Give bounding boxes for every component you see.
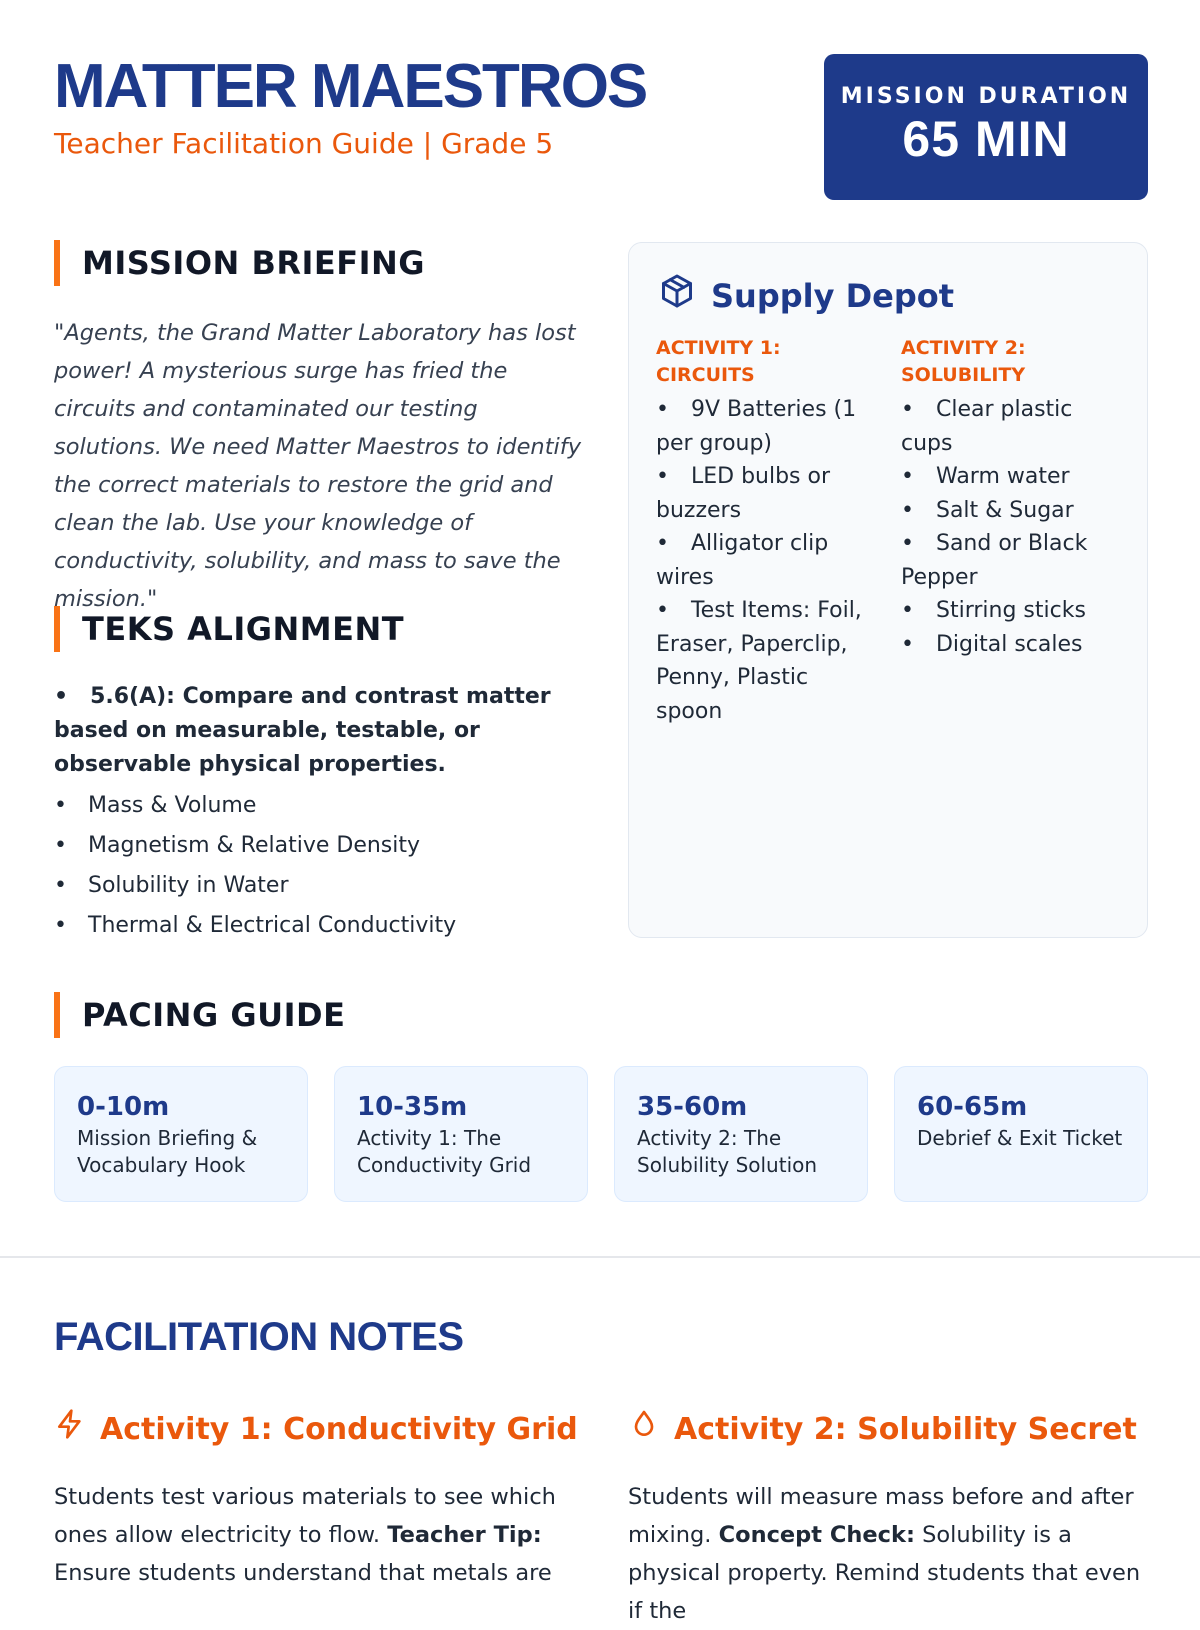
teks-standard: • 5.6(A): Compare and contrast matter based on measurable, testable, or observable physical properties. (54, 684, 551, 777)
supply-item: • Sand or Black Pepper (901, 531, 1088, 590)
teks-heading: TEKS ALIGNMENT (54, 606, 404, 652)
supply-item: • Salt & Sugar (901, 497, 1074, 523)
pacing-desc: Debrief & Exit Ticket (917, 1126, 1123, 1150)
activity1-text: Students test various materials to see which ones allow electricity to flow. Teacher Tip: Ensure students understand that metals are (54, 1484, 556, 1586)
lightning-icon (54, 1408, 100, 1451)
supply-activity2 (901, 335, 1121, 661)
teks-list (54, 680, 594, 946)
pacing-time: 10-35m (357, 1092, 468, 1122)
box-icon (659, 273, 711, 318)
supply-activity2-heading: ACTIVITY 2: SOLUBILITY (901, 337, 1026, 386)
mission-briefing-heading: MISSION BRIEFING (54, 240, 425, 286)
mission-briefing-text: "Agents, the Grand Matter Laboratory has lost power! A mysterious surge has fried the circuits and contaminated our testing solutions. We need Matter Maestros to identify the correct materials to restore the grid and clean the lab. Use your knowledge of conductivity, solubility, and mass to save the mission." (54, 320, 582, 612)
duration-label: MISSION DURATION (840, 84, 1132, 109)
supply-activity1 (656, 335, 876, 728)
pacing-heading: PACING GUIDE (54, 992, 345, 1038)
teks-item: • Thermal & Electrical Conductivity (54, 906, 594, 946)
pacing-time: 60-65m (917, 1092, 1028, 1122)
supply-depot-panel (628, 242, 1148, 938)
supply-depot-label: Supply Depot (711, 276, 955, 315)
activity1-title: Activity 1: Conductivity Grid (100, 1411, 578, 1447)
supply-item: • Clear plastic cups (901, 397, 1073, 456)
pacing-desc: Mission Briefing & Vocabulary Hook (77, 1126, 258, 1177)
page-title: MATTER MAESTROS (54, 52, 647, 121)
teks-item: • Mass & Volume (54, 786, 594, 826)
pacing-block (894, 1066, 1148, 1202)
pacing-block (54, 1066, 308, 1202)
pacing-desc: Activity 1: The Conductivity Grid (357, 1126, 532, 1177)
teacher-tip-label: Teacher Tip: (387, 1522, 542, 1548)
droplet-icon (628, 1408, 674, 1451)
activity2-heading (628, 1408, 1137, 1451)
supply-item: • Digital scales (901, 631, 1083, 657)
concept-check-label: Concept Check: (718, 1522, 915, 1548)
duration-badge (824, 54, 1148, 200)
pacing-desc: Activity 2: The Solubility Solution (637, 1126, 818, 1177)
teks-standard-text: 5.6(A): Compare and contrast matter based on measurable, testable, or observable physical properties. (54, 684, 551, 777)
supply-item: • Stirring sticks (901, 598, 1086, 623)
supply-item: • Test Items: Foil, Eraser, Paperclip, Penny, Plastic spoon (656, 598, 862, 724)
page-subtitle: Teacher Facilitation Guide | Grade 5 (54, 127, 554, 160)
pacing-block (334, 1066, 588, 1202)
teks-item: • Magnetism & Relative Density (54, 826, 594, 866)
duration-value: 65 MIN (902, 111, 1070, 167)
pacing-time: 35-60m (637, 1092, 748, 1122)
activity1-heading (54, 1408, 578, 1451)
supply-item: • Warm water (901, 464, 1070, 489)
supply-depot-title (659, 273, 954, 318)
teks-item: • Solubility in Water (54, 866, 594, 906)
activity2-title: Activity 2: Solubility Secret (674, 1411, 1137, 1447)
facilitation-notes-title: FACILITATION NOTES (54, 1315, 464, 1359)
pacing-block (614, 1066, 868, 1202)
supply-item: • 9V Batteries (1 per group) (656, 397, 857, 456)
supply-activity1-heading: ACTIVITY 1: CIRCUITS (656, 337, 781, 386)
pacing-time: 0-10m (77, 1092, 170, 1122)
supply-item: • LED bulbs or buzzers (656, 464, 831, 523)
supply-item: • Alligator clip wires (656, 531, 829, 590)
activity2-text: Students will measure mass before and after mixing. Concept Check: Solubility is a physical property. Remind students that even if the (628, 1484, 1141, 1624)
section-divider (0, 1256, 1200, 1258)
